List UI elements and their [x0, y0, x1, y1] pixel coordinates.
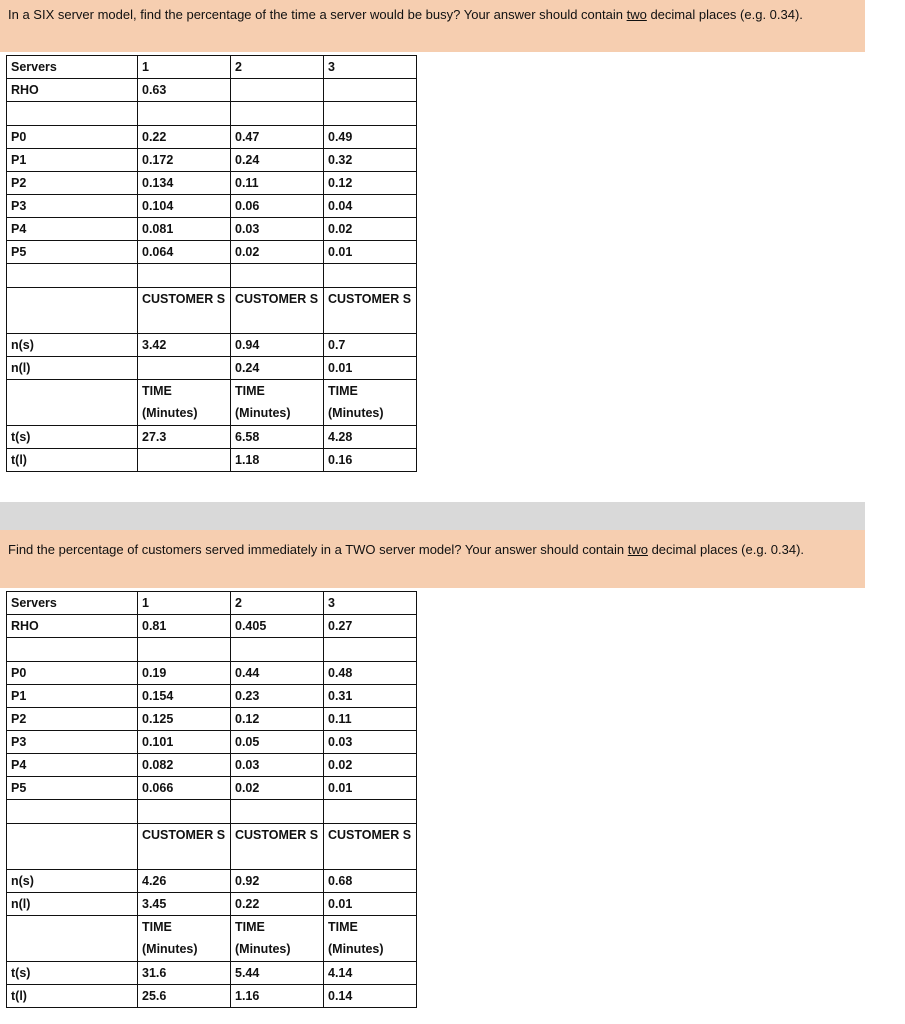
table-cell — [138, 264, 231, 288]
table-cell: n(l) — [7, 893, 138, 916]
table-cell: 1 — [138, 56, 231, 79]
table-cell: TIME (Minutes) — [138, 380, 231, 426]
table-row — [7, 985, 417, 1008]
table-cell: 4.28 — [324, 426, 417, 449]
table-cell — [7, 102, 138, 126]
table-row — [7, 380, 417, 426]
table-cell: 0.47 — [231, 126, 324, 149]
table-cell — [7, 264, 138, 288]
table-cell: 0.11 — [231, 172, 324, 195]
table-cell: P4 — [7, 754, 138, 777]
table-cell: t(l) — [7, 449, 138, 472]
table-cell: 0.081 — [138, 218, 231, 241]
table-cell: 0.104 — [138, 195, 231, 218]
table-cell — [7, 800, 138, 824]
table-cell: 0.68 — [324, 870, 417, 893]
table-cell: CUSTOMER S — [231, 824, 324, 870]
table-cell — [324, 800, 417, 824]
table-cell: 0.27 — [324, 615, 417, 638]
table-cell: 27.3 — [138, 426, 231, 449]
table-cell — [7, 380, 138, 426]
table-cell: 0.92 — [231, 870, 324, 893]
table-row — [7, 754, 417, 777]
table-cell: 0.172 — [138, 149, 231, 172]
table-cell — [324, 638, 417, 662]
table-row — [7, 870, 417, 893]
table-cell: 0.02 — [324, 754, 417, 777]
table-cell — [138, 449, 231, 472]
table-cell: 0.06 — [231, 195, 324, 218]
table-row — [7, 777, 417, 800]
table-cell: 0.066 — [138, 777, 231, 800]
table-cell: 31.6 — [138, 962, 231, 985]
table-cell: t(s) — [7, 426, 138, 449]
table-row — [7, 426, 417, 449]
table-row — [7, 79, 417, 102]
table-row — [7, 195, 417, 218]
table-cell: 3.42 — [138, 334, 231, 357]
table-cell: Servers — [7, 56, 138, 79]
table-cell: CUSTOMER S — [138, 824, 231, 870]
table-row — [7, 126, 417, 149]
table-row — [7, 731, 417, 754]
table-cell: P1 — [7, 149, 138, 172]
table-cell: 1.16 — [231, 985, 324, 1008]
table-cell: n(s) — [7, 334, 138, 357]
table-cell: P0 — [7, 662, 138, 685]
table-cell: 0.01 — [324, 357, 417, 380]
table-cell: P1 — [7, 685, 138, 708]
table-cell: 0.31 — [324, 685, 417, 708]
table-row-empty — [7, 800, 417, 824]
table-cell: TIME (Minutes) — [138, 916, 231, 962]
table-cell: 0.02 — [324, 218, 417, 241]
question-2-prompt — [0, 530, 865, 588]
table-row — [7, 662, 417, 685]
table-cell: 0.03 — [324, 731, 417, 754]
table-row — [7, 592, 417, 615]
table-row — [7, 241, 417, 264]
section-divider — [0, 502, 865, 530]
table-cell: P2 — [7, 708, 138, 731]
table-row-empty — [7, 102, 417, 126]
table-row-empty — [7, 264, 417, 288]
table-cell: 0.02 — [231, 777, 324, 800]
table-row — [7, 449, 417, 472]
table-cell — [7, 638, 138, 662]
table-cell: 0.23 — [231, 685, 324, 708]
table-cell: 0.01 — [324, 893, 417, 916]
table-cell: CUSTOMER S — [324, 824, 417, 870]
table-cell — [231, 264, 324, 288]
table-cell: 6.58 — [231, 426, 324, 449]
table-row — [7, 357, 417, 380]
table-cell: 0.24 — [231, 149, 324, 172]
question-2-text-pre: Find the percentage of customers served immediately in a TWO server model? Your answer should contain — [8, 542, 628, 557]
table-cell: 2 — [231, 592, 324, 615]
table-cell — [231, 79, 324, 102]
table-row — [7, 149, 417, 172]
table-cell: 4.26 — [138, 870, 231, 893]
table-cell: 1.18 — [231, 449, 324, 472]
table-cell: RHO — [7, 79, 138, 102]
table-row — [7, 615, 417, 638]
table-cell — [231, 800, 324, 824]
table-cell: P2 — [7, 172, 138, 195]
queue-table-1 — [6, 55, 417, 472]
table-cell — [7, 824, 138, 870]
table-cell — [138, 638, 231, 662]
table-cell: 0.11 — [324, 708, 417, 731]
table-cell: t(l) — [7, 985, 138, 1008]
table-cell — [324, 79, 417, 102]
table-cell: 0.7 — [324, 334, 417, 357]
table-cell: 0.134 — [138, 172, 231, 195]
queue-table-2 — [6, 591, 417, 1008]
table-cell: CUSTOMER S — [324, 288, 417, 334]
table-cell: CUSTOMER S — [138, 288, 231, 334]
question-1-text-underline: two — [626, 7, 647, 22]
table-cell: 0.125 — [138, 708, 231, 731]
table-cell: RHO — [7, 615, 138, 638]
table-cell: P3 — [7, 195, 138, 218]
table-cell: 25.6 — [138, 985, 231, 1008]
table-cell: 0.22 — [231, 893, 324, 916]
table-cell: Servers — [7, 592, 138, 615]
table-row — [7, 824, 417, 870]
table-cell: 3 — [324, 592, 417, 615]
table-cell: 3.45 — [138, 893, 231, 916]
question-1-prompt — [0, 0, 865, 52]
table-cell — [324, 102, 417, 126]
table-cell: 0.14 — [324, 985, 417, 1008]
table-cell: 0.03 — [231, 754, 324, 777]
table-cell: CUSTOMER S — [231, 288, 324, 334]
table-cell: 0.154 — [138, 685, 231, 708]
table-cell: 0.12 — [324, 172, 417, 195]
table-cell: P4 — [7, 218, 138, 241]
table-row — [7, 172, 417, 195]
table-cell: 0.44 — [231, 662, 324, 685]
table-cell — [7, 916, 138, 962]
table-cell: 0.32 — [324, 149, 417, 172]
table-row — [7, 56, 417, 79]
table-cell — [231, 102, 324, 126]
table-row — [7, 916, 417, 962]
table-cell — [324, 264, 417, 288]
table-row — [7, 893, 417, 916]
question-2-text-underline: two — [627, 542, 648, 557]
table-cell: 0.12 — [231, 708, 324, 731]
table-cell: 0.064 — [138, 241, 231, 264]
question-2-text-post: decimal places (e.g. 0.34). — [647, 542, 805, 557]
table-cell: 0.02 — [231, 241, 324, 264]
table-row — [7, 685, 417, 708]
table-cell: 0.24 — [231, 357, 324, 380]
table-row — [7, 334, 417, 357]
table-cell: 5.44 — [231, 962, 324, 985]
question-1-text-pre: In a SIX server model, find the percentage of the time a server would be busy? Your answer should contain — [8, 7, 627, 22]
table-cell: 0.19 — [138, 662, 231, 685]
table-cell — [138, 357, 231, 380]
table-cell: t(s) — [7, 962, 138, 985]
table-cell: 0.48 — [324, 662, 417, 685]
table-cell: TIME (Minutes) — [324, 916, 417, 962]
table-cell: TIME (Minutes) — [231, 380, 324, 426]
table-cell: P0 — [7, 126, 138, 149]
table-cell: 0.03 — [231, 218, 324, 241]
table-row-empty — [7, 638, 417, 662]
table-cell: 0.94 — [231, 334, 324, 357]
table-row — [7, 962, 417, 985]
table-cell: 2 — [231, 56, 324, 79]
table-cell: TIME (Minutes) — [324, 380, 417, 426]
table-cell: 0.405 — [231, 615, 324, 638]
table-row — [7, 218, 417, 241]
table-cell: P5 — [7, 777, 138, 800]
table-cell: 0.49 — [324, 126, 417, 149]
table-cell: n(l) — [7, 357, 138, 380]
table-cell: 3 — [324, 56, 417, 79]
table-cell: 0.22 — [138, 126, 231, 149]
table-row — [7, 708, 417, 731]
table-cell: 1 — [138, 592, 231, 615]
table-cell: 0.05 — [231, 731, 324, 754]
table-cell: 0.16 — [324, 449, 417, 472]
table-cell — [231, 638, 324, 662]
table-cell — [138, 800, 231, 824]
table-cell: 4.14 — [324, 962, 417, 985]
question-1-text-post: decimal places (e.g. 0.34). — [646, 7, 803, 22]
table-cell: 0.04 — [324, 195, 417, 218]
table-cell: 0.01 — [324, 241, 417, 264]
table-cell: n(s) — [7, 870, 138, 893]
table-cell: P3 — [7, 731, 138, 754]
table-cell — [138, 102, 231, 126]
table-cell: P5 — [7, 241, 138, 264]
table-row — [7, 288, 417, 334]
table-cell: 0.01 — [324, 777, 417, 800]
table-cell: TIME (Minutes) — [231, 916, 324, 962]
table-cell: 0.63 — [138, 79, 231, 102]
table-cell — [7, 288, 138, 334]
table-cell: 0.101 — [138, 731, 231, 754]
table-cell: 0.082 — [138, 754, 231, 777]
table-cell: 0.81 — [138, 615, 231, 638]
